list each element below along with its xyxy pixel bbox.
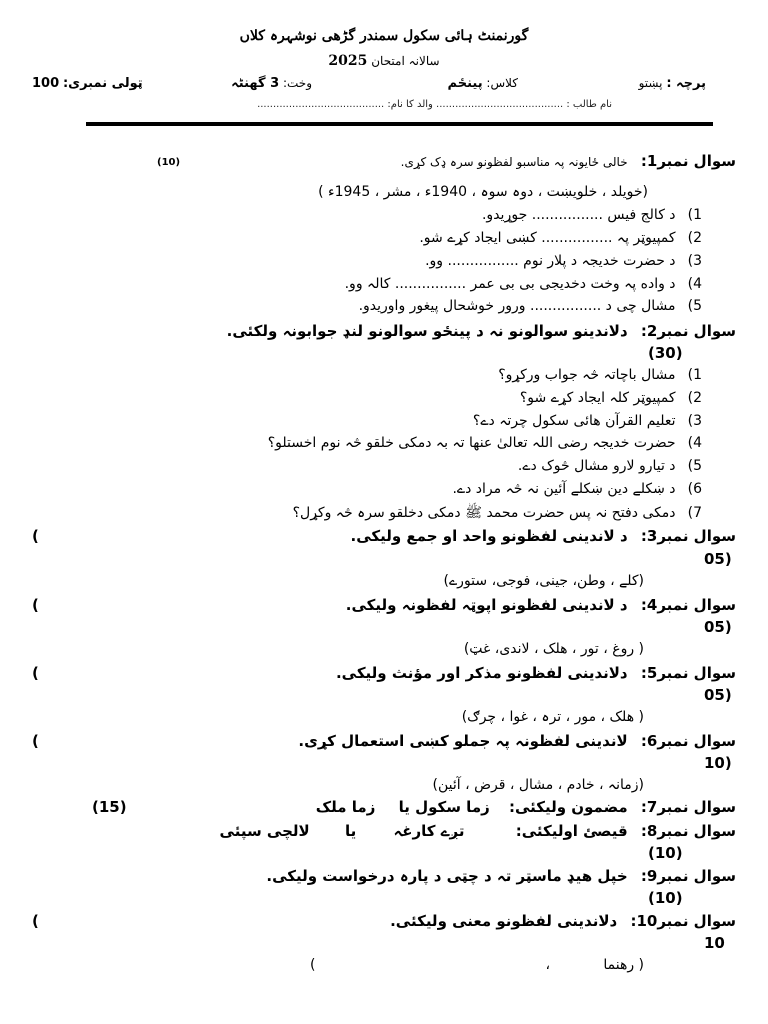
question-10-options-open: ( رهنما [603, 957, 644, 973]
question-5-marks: 05) [704, 686, 732, 704]
time-field [231, 76, 312, 91]
option-separator: یا [344, 822, 357, 840]
question-5-options: ( هلک ، مور ، ترہ ، غوا ، چرګ) [461, 709, 644, 725]
student-names-line: نام طالب : ........................................ والد کا نام: ........................................ [257, 99, 612, 110]
question-7-marks: (15) [92, 798, 127, 816]
question-number: سوال نمبر1: [640, 152, 736, 170]
list-item: 2) کمپیوټر کلہ ایجاد کړے شو؟ [519, 390, 702, 406]
list-item: 1) د کالج فیس ................ جوړیدو. [481, 207, 702, 223]
question-2-marks: (30) [648, 344, 683, 362]
total-field [32, 76, 143, 91]
list-item: 4) د واده پہ وخت دخدیجی بی بی عمر ................ کالہ وو. [344, 276, 702, 292]
question-8-marks: (10) [648, 844, 683, 862]
option-a: زما سکول یا [398, 798, 490, 816]
question-6-marks: 10) [704, 754, 732, 772]
question-text: قیصئ اولیکئی: [515, 822, 628, 840]
question-text: مضمون ولیکئی: [508, 798, 628, 816]
exam-title [0, 53, 768, 69]
list-item: 1) مشال باچاتہ څہ جواب ورکړو؟ [498, 367, 702, 383]
question-text: دلاندینی لفظونو مذکر اور مؤنث ولیکی. [335, 664, 628, 682]
question-4-options: ( روغ ، تور ، هلک ، لاندی، غټ) [463, 641, 644, 657]
total-label: ټولی نمبری: [62, 76, 143, 91]
question-10-options-sep: ، [545, 957, 550, 973]
marks-open-paren: ( [32, 596, 39, 614]
list-item: 3) تعلیم القرآن هائی سکول چرتہ دے؟ [472, 413, 702, 429]
question-text: خپل هیډ ماسټر تہ د چټی د پارہ درخواست ولیکی. [266, 867, 628, 885]
question-9-marks: (10) [648, 889, 683, 907]
exam-label: سالانہ امتحان [371, 54, 440, 68]
class-label: کلاس: [486, 76, 518, 90]
question-4: سوال نمبر4: د لاندینی لفظونو اپوټہ لفظونہ ولیکی. [345, 596, 736, 614]
question-10: سوال نمبر10: دلاندینی لفظونو معنی ولیکئی. [390, 912, 736, 930]
list-item: 6) د ښکلے دین ښکلے آئین نہ څہ مراد دے. [452, 481, 702, 497]
marks-open-paren: ( [32, 732, 39, 750]
question-6-options: (زمانہ ، خادم ، مشال ، قرض ، آئین) [432, 777, 644, 793]
question-6: سوال نمبر6: لاندینی لفظونہ پہ جملو کښی استعمال کړی. [298, 732, 736, 750]
question-text: د لاندینی لفظونو اپوټہ لفظونہ ولیکی. [345, 596, 628, 614]
option-b: زما ملک [315, 798, 376, 816]
question-1-options: (خویلد ، خلویښت ، دوہ سوہ ، 1940ء ، مشر ، 1945ء ) [318, 184, 648, 200]
question-8: سوال نمبر8: قیصئ اولیکئی: تږے کارغہ یا لالچی سپئی [219, 822, 736, 840]
option-b: لالچی سپئی [219, 822, 310, 840]
marks-open-paren: ( [32, 912, 39, 930]
question-5: سوال نمبر5: دلاندینی لفظونو مذکر اور مؤنث ولیکی. [335, 664, 736, 682]
class-value: پینځم [447, 76, 483, 91]
question-9: سوال نمبر9: خپل هیډ ماسټر تہ د چټی د پارہ درخواست ولیکی. [266, 867, 736, 885]
list-item: 4) حضرت خدیجہ رضی اللہ تعالیٰ عنها تہ بہ دمکی خلقو څہ نوم اخستلو؟ [267, 435, 702, 451]
time-label: وخت: [282, 76, 312, 90]
question-3-options: (کلے ، وطن، جینی، فوجی، ستورے) [443, 573, 644, 589]
question-1 [401, 152, 736, 170]
header-divider [86, 122, 713, 126]
exam-year: 2025 [328, 53, 368, 69]
question-2: سوال نمبر2: دلاندینو سوالونو نہ د پینځو سوالونو لنډ جوابونہ ولکئی. [226, 322, 736, 340]
time-value: 3 گھنٹہ [231, 76, 280, 91]
marks-open-paren: ( [32, 527, 39, 545]
question-text: لاندینی لفظونہ پہ جملو کښی استعمال کړی. [298, 732, 628, 750]
question-7: سوال نمبر7: مضمون ولیکئی: زما سکول یا زما ملک [315, 798, 736, 816]
question-3-marks: 05) [704, 550, 732, 568]
total-value: 100 [32, 76, 60, 91]
paper-field [639, 76, 706, 91]
marks-open-paren: ( [32, 664, 39, 682]
list-item: 7) دمکی دفتح نہ پس حضرت محمد ﷺ دمکی دخلقو سرہ څہ وکړل؟ [292, 505, 702, 521]
paper-label: پرچہ : [666, 76, 706, 91]
class-field [448, 76, 518, 91]
question-10-marks: 10 [704, 934, 725, 952]
question-10-options-close: ) [310, 957, 316, 973]
question-text: خالی ځایونہ پہ مناسبو لفظونو سرہ ډک کړی. [400, 155, 628, 169]
paper-value: پښتو [638, 76, 663, 90]
question-text: د لاندینی لفظونو واحد او جمع ولیکی. [350, 527, 628, 545]
question-3: سوال نمبر3: د لاندینی لفظونو واحد او جمع ولیکی. [350, 527, 736, 545]
list-item: 2) کمپیوټر پہ ................ کښی ایجاد کړے شو. [419, 230, 702, 246]
option-a: تږے کارغہ [393, 822, 465, 840]
list-item: 5) د تیارو لارو مشال څوک دے. [517, 458, 702, 474]
list-item: 5) مشال چی د ................ ورور خوشحال پیغور واوریدو. [358, 298, 702, 314]
question-text: دلاندینی لفظونو معنی ولیکئی. [390, 912, 618, 930]
question-4-marks: 05) [704, 618, 732, 636]
question-1-marks: (10) [157, 157, 181, 168]
question-text: دلاندینو سوالونو نہ د پینځو سوالونو لنډ جوابونہ ولکئی. [226, 322, 628, 340]
list-item: 3) د حضرت خدیجہ د پلار نوم ................ وو. [425, 253, 702, 269]
school-name: گورنمنٹ ہائی سکول سمندر گڑھی نوشہرہ کلاں [239, 28, 529, 44]
